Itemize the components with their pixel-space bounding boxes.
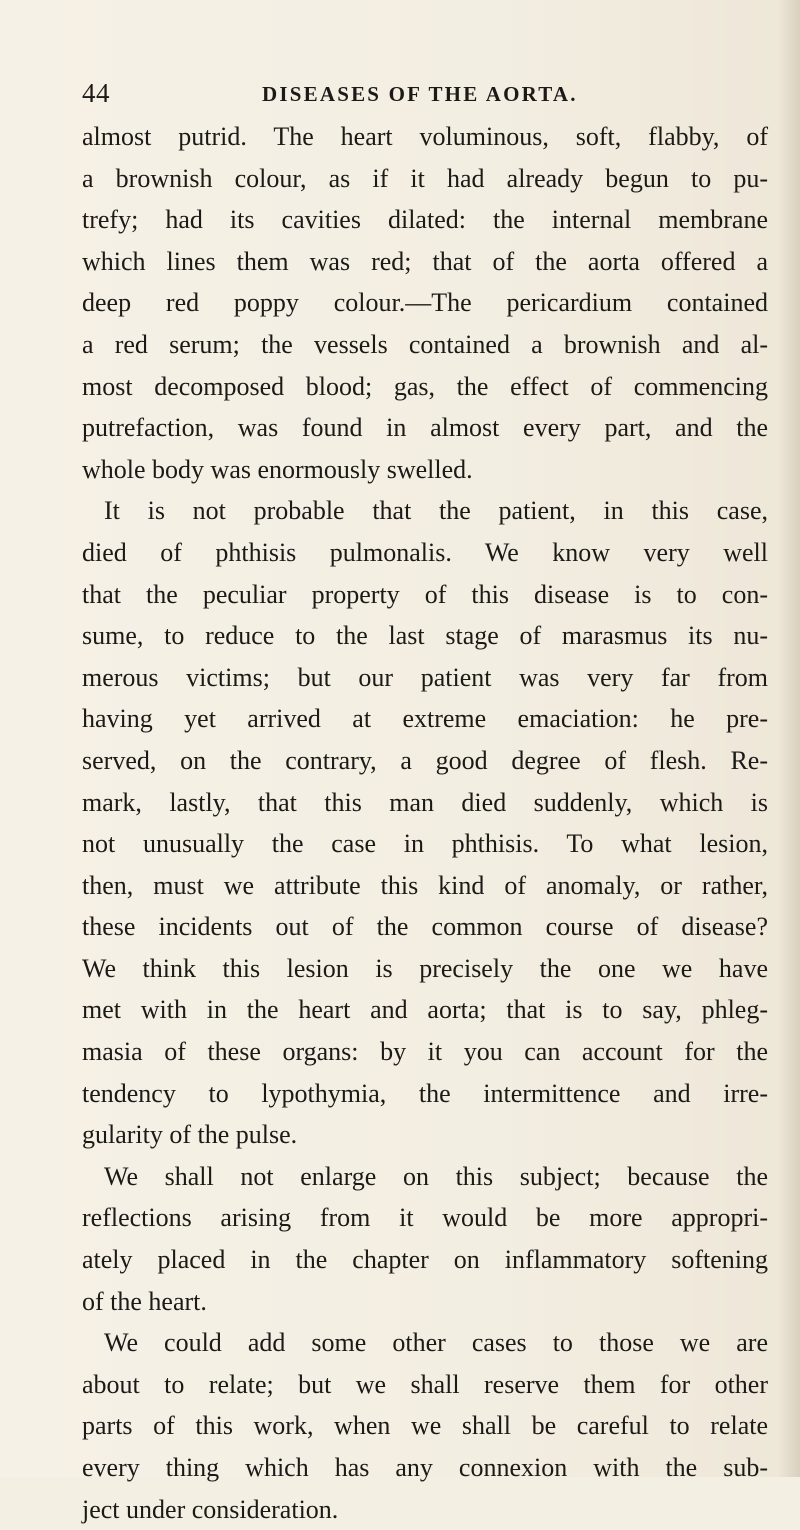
text-line: most decomposed blood; gas, the effect of commencing [82, 371, 768, 401]
text-line: which lines them was red; that of the aorta offered a [82, 246, 768, 276]
text-line: not unusually the case in phthisis. To what lesion, [82, 829, 768, 859]
body-text [82, 116, 768, 1530]
text-line: tendency to lypothymia, the intermittence and irre- [82, 1078, 768, 1108]
text-line: ately placed in the chapter on inflammatory softening [82, 1245, 768, 1275]
paragraph-start-line: It is not probable that the patient, in this case, [104, 496, 768, 526]
text-line: almost putrid. The heart voluminous, soft, flabby, of [82, 122, 768, 151]
text-line: masia of these organs: by it you can account for the [82, 1037, 768, 1067]
text-line: of the heart. [82, 1286, 207, 1316]
text-line: trefy; had its cavities dilated: the internal membrane [82, 205, 768, 235]
text-line: every thing which has any connexion with the sub- [82, 1453, 768, 1482]
paragraph-start-line: We shall not enlarge on this subject; because the [104, 1161, 768, 1191]
text-line: met with in the heart and aorta; that is to say, phleg- [82, 995, 768, 1025]
text-line: a brownish colour, as if it had already begun to pu- [82, 163, 768, 193]
text-line: mark, lastly, that this man died suddenly, which is [82, 787, 768, 817]
text-line: We think this lesion is precisely the one we have [82, 953, 768, 983]
text-line: these incidents out of the common course of disease? [82, 912, 768, 942]
page-number: 44 [82, 78, 110, 108]
text-line: a red serum; the vessels contained a brownish and al- [82, 329, 768, 359]
text-line: whole body was enormously swelled. [82, 454, 473, 484]
paragraph-start-line: We could add some other cases to those we are [104, 1328, 768, 1358]
text-line: that the peculiar property of this disease is to con- [82, 579, 768, 609]
text-line: ject under consideration. [82, 1494, 339, 1524]
text-line: having yet arrived at extreme emaciation: he pre- [82, 704, 768, 734]
text-line: about to relate; but we shall reserve them for other [82, 1369, 768, 1399]
text-line: then, must we attribute this kind of anomaly, or rather, [82, 870, 768, 900]
text-line: parts of this work, when we shall be careful to relate [82, 1411, 768, 1441]
page-header [82, 78, 722, 118]
text-line: putrefaction, was found in almost every part, and the [82, 413, 768, 443]
text-line: died of phthisis pulmonalis. We know very well [82, 537, 768, 567]
page-edge-shadow [778, 0, 800, 1477]
text-line: merous victims; but our patient was very far from [82, 662, 768, 692]
text-line: served, on the contrary, a good degree of flesh. Re- [82, 745, 768, 775]
running-head: DISEASES OF THE AORTA. [262, 82, 578, 106]
text-line: deep red poppy colour.—The pericardium contained [82, 288, 768, 318]
text-line: gularity of the pulse. [82, 1120, 298, 1150]
text-line: reflections arising from it would be more appropri- [82, 1203, 768, 1233]
text-line: sume, to reduce to the last stage of marasmus its nu- [82, 621, 768, 651]
